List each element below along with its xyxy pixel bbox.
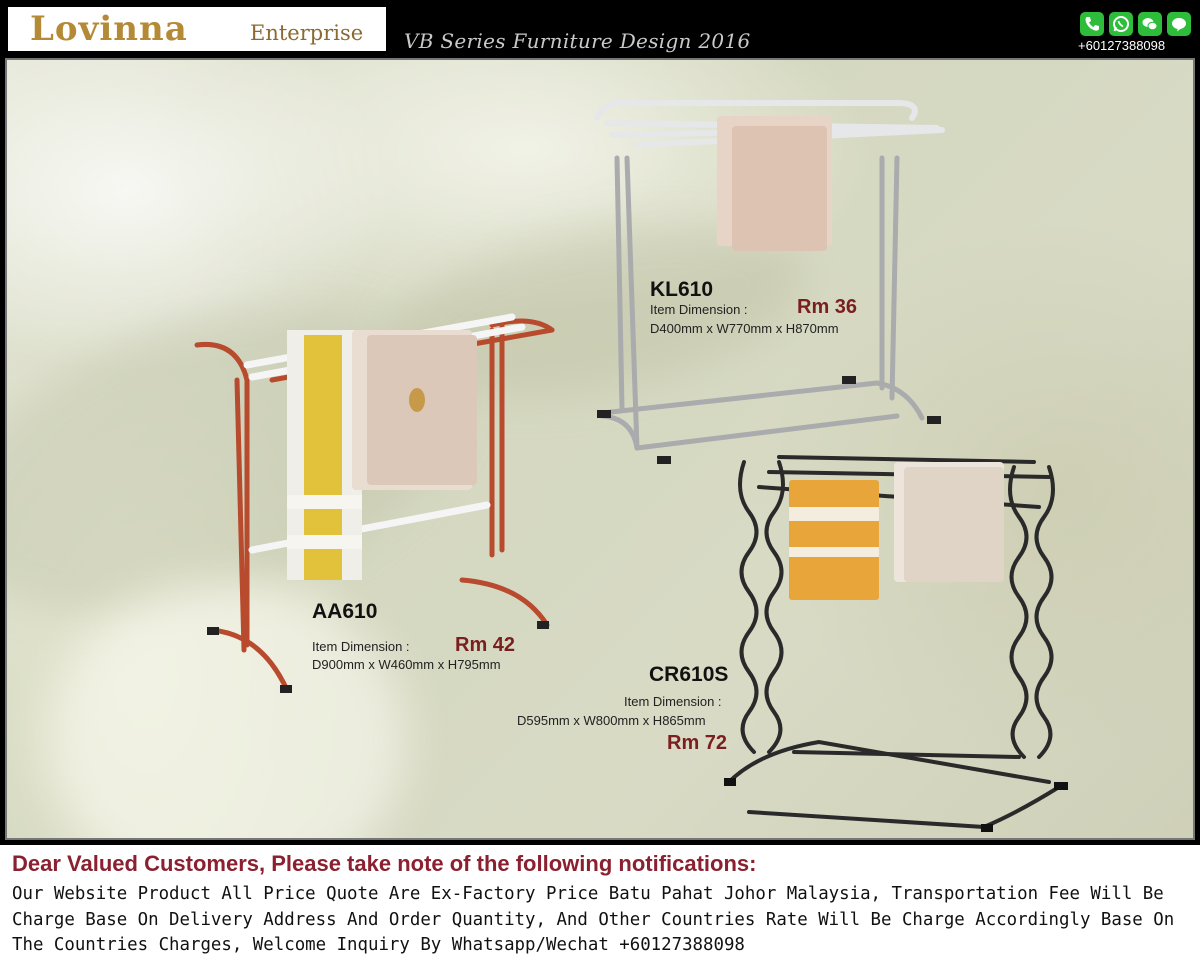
line-icon[interactable] xyxy=(1167,12,1191,36)
wechat-icon[interactable] xyxy=(1138,12,1162,36)
product-showcase xyxy=(5,58,1195,840)
brand-sub: Enterprise xyxy=(250,21,364,45)
contact-phone[interactable]: +60127388098 xyxy=(1078,38,1166,53)
dimension-value: D400mm x W770mm x H870mm xyxy=(650,321,839,336)
product-code: AA610 xyxy=(312,600,378,623)
dimension-value: D595mm x W800mm x H865mm xyxy=(517,713,706,728)
notice-title: Dear Valued Customers, Please take note of the following notifications: xyxy=(12,851,757,876)
cr610s-towel-rack-image xyxy=(719,452,1074,837)
product-code: CR610S xyxy=(649,663,729,686)
product-price: Rm 36 xyxy=(797,296,858,318)
kl610-towel-rack-image xyxy=(577,98,957,478)
whatsapp-icon[interactable] xyxy=(1109,12,1133,36)
notice-body: Our Website Product All Price Quote Are Ex-Factory Price Batu Pahat Johor Malaysia, Transportation Fee Will Be Charge Base On Delivery Address And Order Quantity, And Other Countries Rate Will Be Charge Accordingly Base On The Countries Charges, Welcome Inquiry By Whatsapp/Wechat +60127388098 xyxy=(12,884,1175,955)
phone-icon[interactable] xyxy=(1080,12,1104,36)
customer-notice xyxy=(0,845,1200,966)
product-price: Rm 72 xyxy=(667,732,728,754)
dimension-label: Item Dimension : xyxy=(312,639,410,654)
dimension-label: Item Dimension : xyxy=(624,694,722,709)
series-title: VB Series Furniture Design 2016 xyxy=(404,29,751,53)
product-price: Rm 42 xyxy=(455,634,516,656)
header xyxy=(0,0,1200,58)
brand-name: Lovinna xyxy=(30,9,188,49)
brand-logo[interactable] xyxy=(8,7,386,51)
product-code: KL610 xyxy=(650,278,714,301)
contact-icons xyxy=(1080,12,1191,36)
dimension-label: Item Dimension : xyxy=(650,302,748,317)
dimension-value: D900mm x W460mm x H795mm xyxy=(312,657,501,672)
